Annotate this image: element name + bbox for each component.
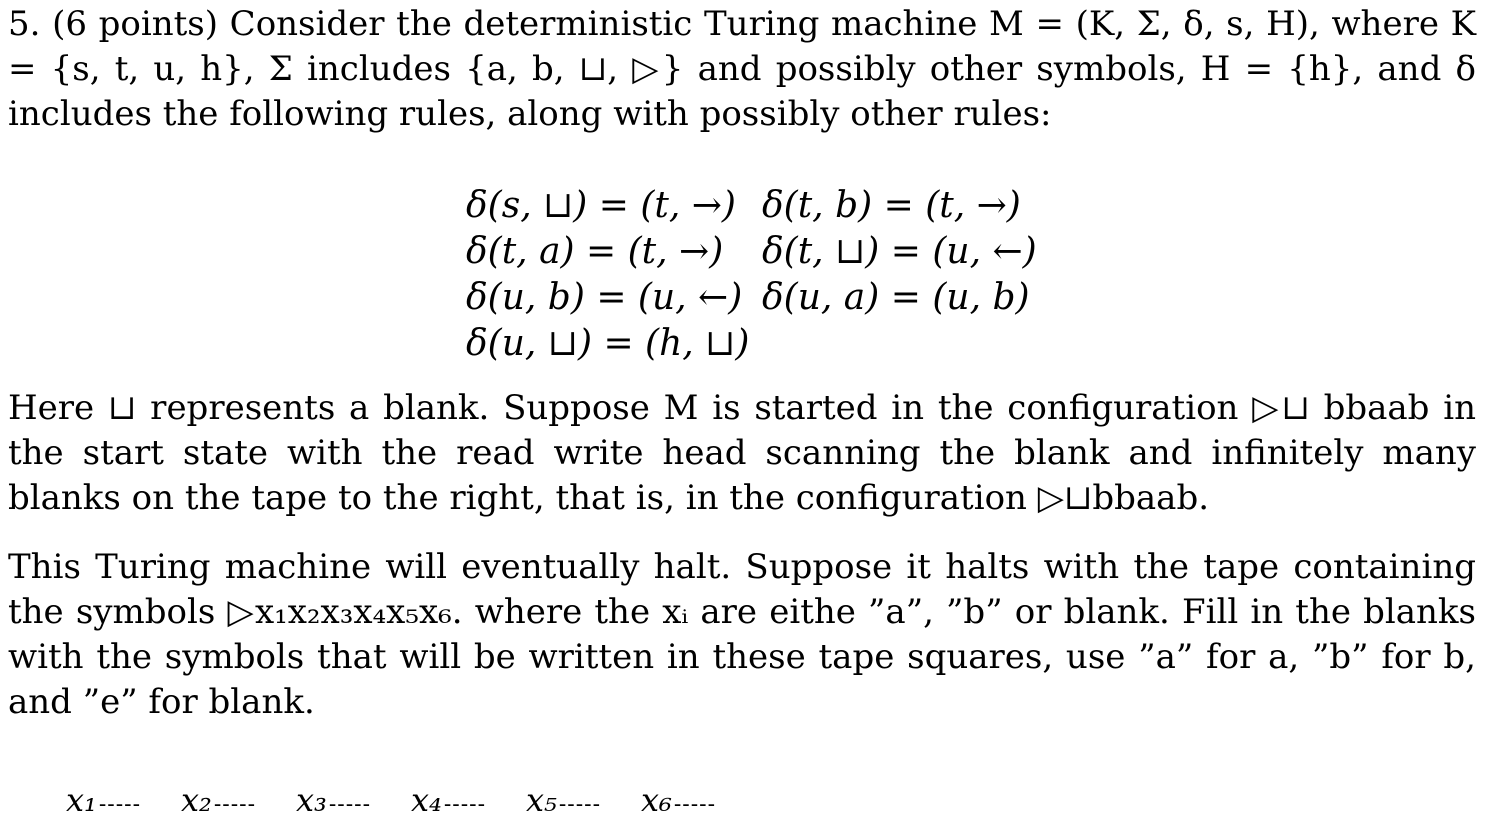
slot-label: x₁ [66, 781, 97, 819]
slot-label: x₅ [526, 781, 557, 819]
slot-label: x₆ [641, 781, 672, 819]
rule [762, 321, 1042, 367]
slot-label: x₂ [181, 781, 212, 819]
rule: δ(t, ⊔) = (u, ←) [762, 231, 1037, 272]
question-intro: 5. (6 points) Consider the deterministic Turing machine M = (K, Σ, δ, s, H), where K = {s, t, u, h}, Σ includes {a, b, ⊔, ▷} and possibly other symbols, H = {h}, and δ includes the following rules, along with possibly other rules: [8, 4, 1476, 134]
rule: δ(u, b) = (u, ←) [466, 277, 743, 318]
transition-rules [466, 183, 1042, 367]
rule: δ(s, ⊔) = (t, →) [466, 185, 736, 226]
slot-blank-line: ----- [558, 792, 602, 817]
slot-label: x₃ [296, 781, 327, 819]
rule: δ(u, a) = (u, b) [762, 277, 1030, 318]
rule-row [466, 229, 1042, 275]
slot-label: x₄ [411, 781, 442, 819]
configuration-paragraph: Here ⊔ represents a blank. Suppose M is started in the configuration ▷⊔ bbaab in the start state with the read write head scanning the blank and infinitely many blanks on the tape to the right, that is, in the configuration ▷⊔bbaab. [8, 388, 1476, 518]
halt-paragraph: This Turing machine will eventually halt. Suppose it halts with the tape containing the symbols ▷x₁x₂x₃x₄x₅x₆. where the xᵢ are eithe ”a”, ”b” or blank. Fill in the blanks with the symbols that will be written in these tape squares, use ”a” for a, ”b” for b, and ”e” for blank. [8, 547, 1476, 722]
slot-blank-line: ----- [673, 792, 717, 817]
slot-blank-line: ----- [443, 792, 487, 817]
rule: δ(u, ⊔) = (h, ⊔) [466, 323, 750, 364]
slot-blank-line: ----- [213, 792, 257, 817]
rule-row [466, 321, 1042, 367]
slot-blank-line: ----- [328, 792, 372, 817]
rule-row [466, 183, 1042, 229]
rule: δ(t, b) = (t, →) [762, 185, 1021, 226]
slot-blank-line: ----- [98, 792, 142, 817]
rule-row [466, 275, 1042, 321]
rule: δ(t, a) = (t, →) [466, 231, 724, 272]
